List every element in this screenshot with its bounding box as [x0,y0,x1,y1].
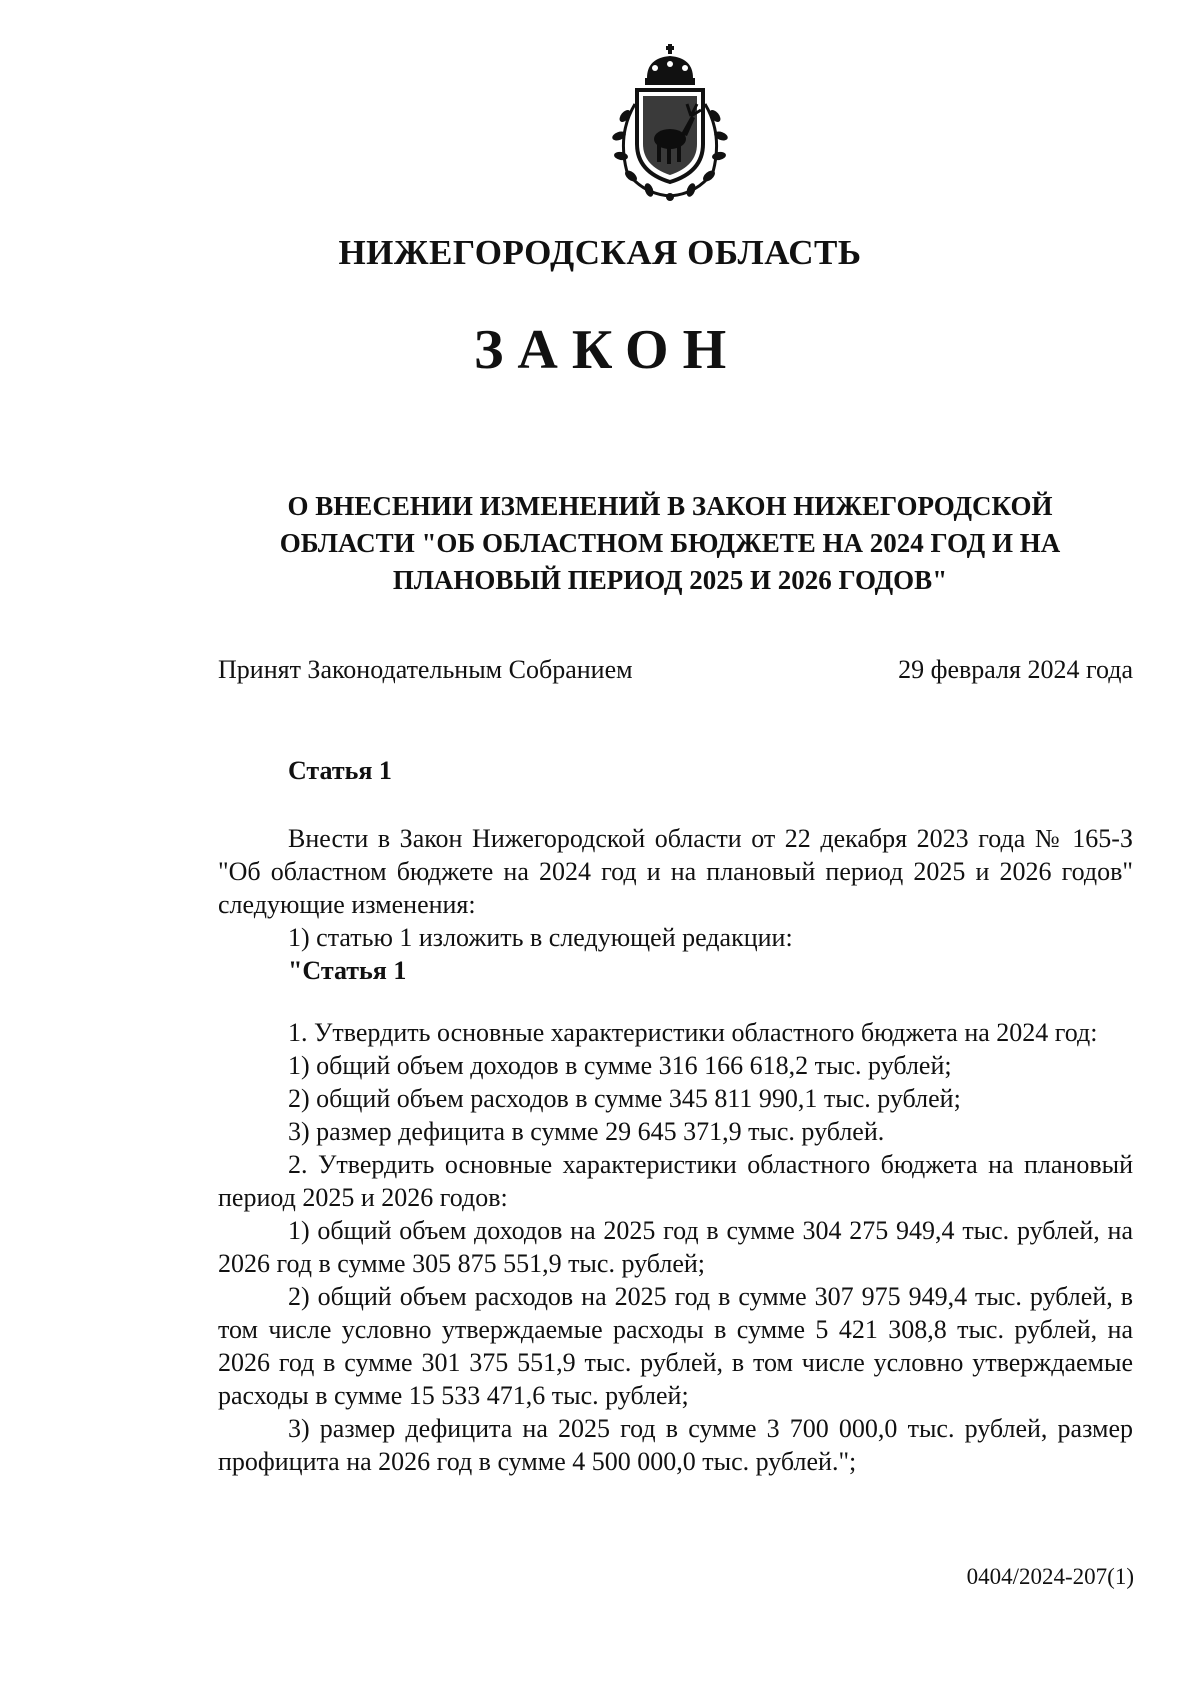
amendment-item-1: 1) статью 1 изложить в следующей редакции: [288,923,793,952]
clause-1-item-1: 1) общий объем доходов в сумме 316 166 618,2 тыс. рублей; [288,1051,952,1080]
document-type-title: ЗАКОН [473,319,741,381]
clause-2: 2. Утвердить основные характеристики областного бюджета на плановый период 2025 и 2026 годов: [218,1150,1133,1212]
clause-1-item-2: 2) общий объем расходов в сумме 345 811 990,1 тыс. рублей; [288,1084,961,1113]
coat-of-arms-emblem [595,44,745,204]
clause-2-item-1: 1) общий объем доходов на 2025 год в сумме 304 275 949,4 тыс. рублей, на 2026 год в сумме 305 875 551,9 тыс. рублей; [218,1216,1133,1278]
subject-line-2: ОБЛАСТИ "ОБ ОБЛАСТНОМ БЮДЖЕТЕ НА 2024 ГОД И НА [279,528,1061,558]
subject-line-3: ПЛАНОВЫЙ ПЕРИОД 2025 И 2026 ГОДОВ" [392,565,948,595]
document-registration-code: 0404/2024-207(1) [966,1564,1134,1589]
article-intro: Внести в Закон Нижегородской области от 22 декабря 2023 года № 165-З "Об областном бюджете на 2024 год и на плановый период 2025 и 2026 годов" следующие изменения: [218,824,1133,919]
law-subject-title [200,488,1140,599]
article-heading: Статья 1 [288,756,392,785]
spacer [218,987,1133,1016]
adopted-by: Принят Законодательным Собранием [218,655,633,684]
clause-2-item-2: 2) общий объем расходов на 2025 год в сумме 307 975 949,4 тыс. рублей, в том числе условно утверждаемые расходы в сумме 5 421 308,8 тыс. рублей, на 2026 год в сумме 301 375 551,9 тыс. рублей, в том числе условно утверждаемые расходы в сумме 15 533 471,6 тыс. рублей; [218,1282,1133,1410]
clause-1: 1. Утвердить основные характеристики областного бюджета на 2024 год: [288,1018,1098,1047]
clause-1-item-3: 3) размер дефицита в сумме 29 645 371,9 тыс. рублей. [288,1117,885,1146]
article-body [218,822,1133,1478]
adoption-date: 29 февраля 2024 года [898,655,1133,684]
quoted-article-heading: "Статья 1 [288,956,407,985]
region-title: НИЖЕГОРОДСКАЯ ОБЛАСТЬ [338,233,862,272]
subject-line-1: О ВНЕСЕНИИ ИЗМЕНЕНИЙ В ЗАКОН НИЖЕГОРОДСКОЙ [287,491,1053,521]
clause-2-item-3: 3) размер дефицита на 2025 год в сумме 3 700 000,0 тыс. рублей, размер профицита на 2026 год в сумме 4 500 000,0 тыс. рублей."; [218,1414,1133,1476]
adoption-line [218,655,1133,685]
